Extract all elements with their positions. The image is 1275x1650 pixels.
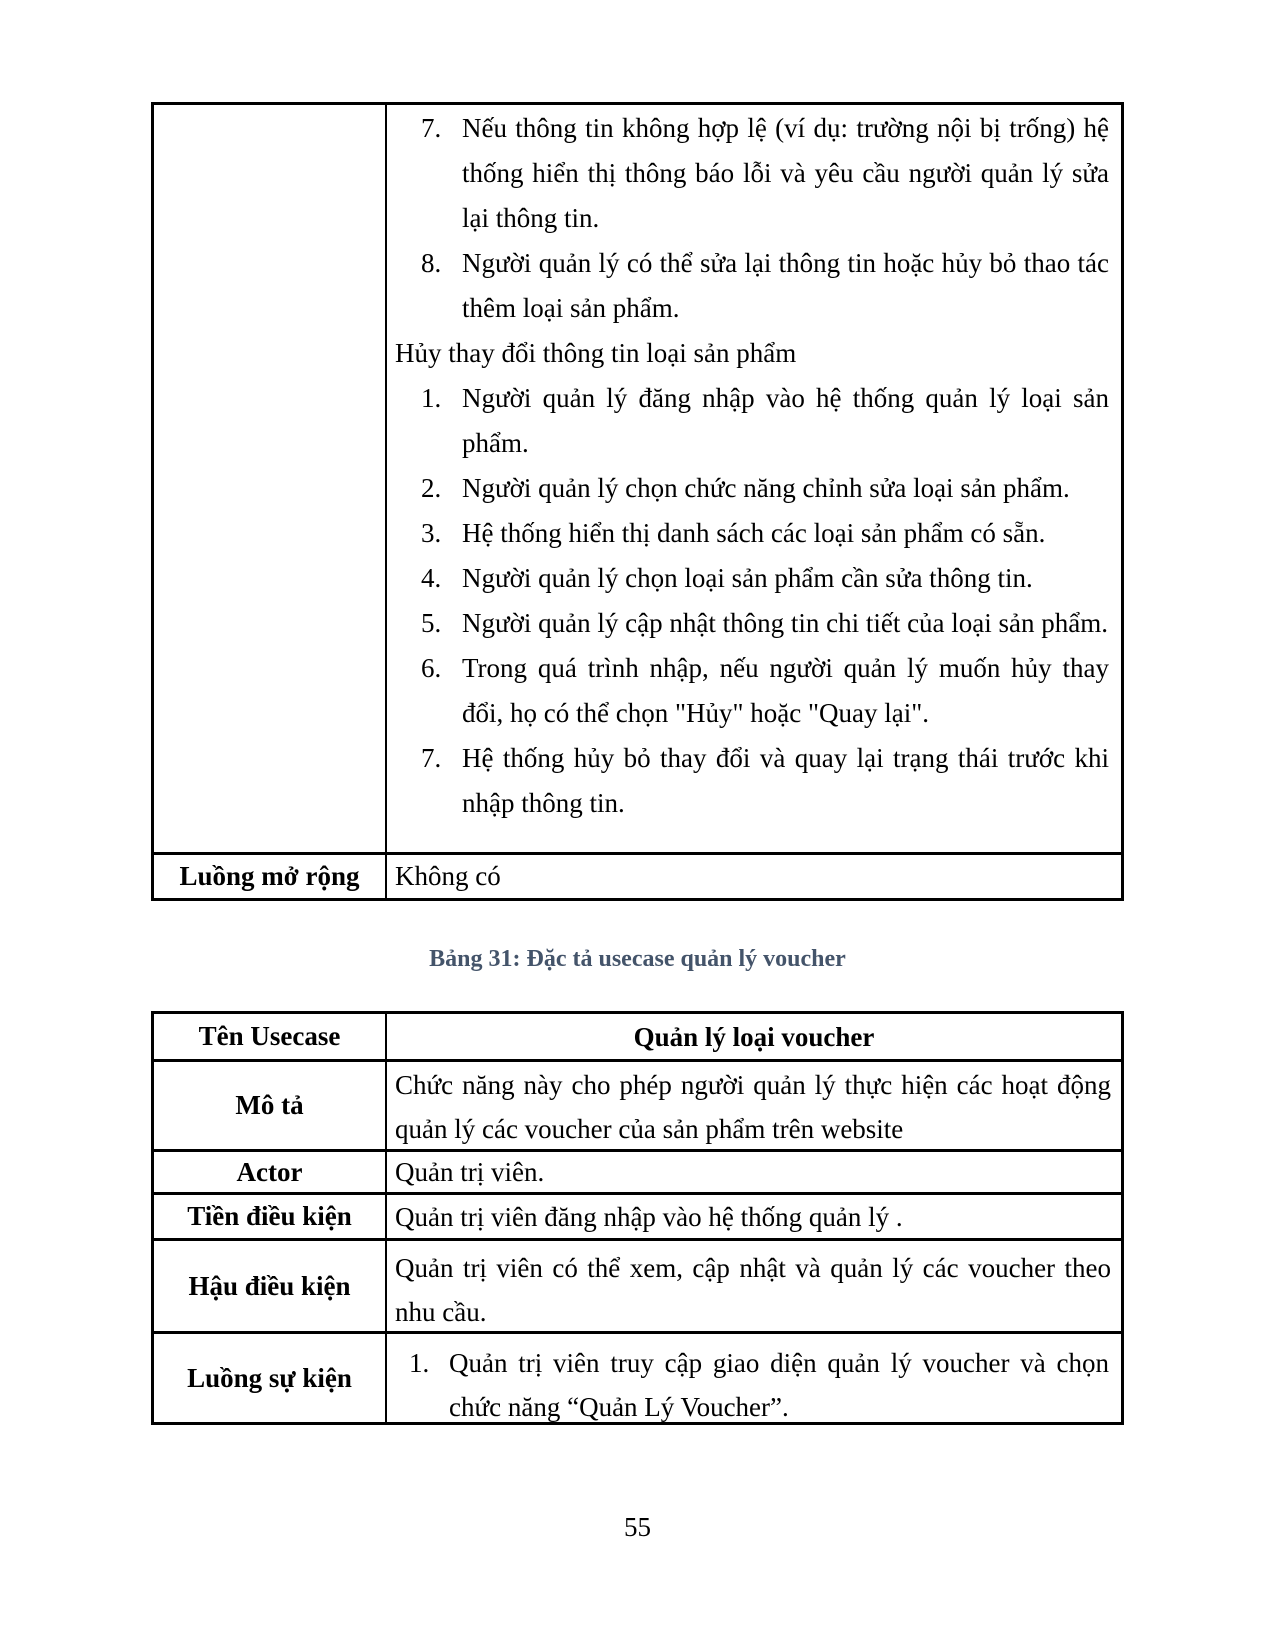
item-number: 7. — [421, 743, 442, 773]
table-row-description — [154, 1059, 1121, 1149]
item-text: Trong quá trình nhập, nếu người quản lý muốn hủy thay đổi, họ có thể chọn "Hủy" hoặc "Quay lại". — [462, 653, 1109, 728]
row-value: Quản lý loại voucher — [633, 1021, 875, 1052]
item-text: Người quản lý có thể sửa lại thông tin hoặc hủy bỏ thao tác thêm loại sản phẩm. — [462, 248, 1109, 323]
row-value: Quản trị viên có thể xem, cập nhật và quản lý các voucher theo nhu cầu. — [395, 1253, 1111, 1327]
page-number: 55 — [624, 1512, 651, 1542]
list-item — [387, 376, 1109, 466]
item-text: Người quản lý cập nhật thông tin chi tiết của loại sản phẩm. — [462, 608, 1109, 638]
table-row-event-flow — [154, 1331, 1121, 1422]
list-item — [387, 1341, 1109, 1429]
usecase-table-voucher — [151, 1011, 1124, 1425]
row-value: Không có — [395, 861, 501, 891]
item-number: 1. — [409, 1348, 430, 1378]
item-number: 5. — [421, 608, 442, 638]
list-item — [387, 241, 1109, 331]
item-text: Hệ thống hủy bỏ thay đổi và quay lại trạng thái trước khi nhập thông tin. — [462, 743, 1109, 818]
row-value: Quản trị viên đăng nhập vào hệ thống quản lý . — [395, 1201, 903, 1232]
row-value — [387, 1334, 1121, 1422]
item-number: 6. — [421, 653, 442, 683]
list-item — [387, 511, 1109, 556]
item-text: Hệ thống hiển thị danh sách các loại sản phẩm có sẵn. — [462, 518, 1046, 548]
row-label: Luồng mở rộng — [154, 855, 387, 898]
list-item — [387, 106, 1109, 241]
table-row-extension-flow — [154, 852, 1121, 898]
item-number: 2. — [421, 473, 442, 503]
table-row-actor — [154, 1149, 1121, 1192]
table-row-usecase-name — [154, 1014, 1121, 1059]
list-item — [387, 466, 1109, 511]
sub-flow-title: Hủy thay đổi thông tin loại sản phẩm — [395, 338, 797, 368]
list-item — [387, 646, 1109, 736]
row-label: Hậu điều kiện — [154, 1241, 387, 1331]
list-item — [387, 736, 1109, 826]
item-text: Người quản lý đăng nhập vào hệ thống quản lý loại sản phẩm. — [462, 383, 1109, 458]
item-number: 4. — [421, 563, 442, 593]
row-label-cell-empty — [154, 105, 387, 852]
row-label: Tên Usecase — [154, 1014, 387, 1059]
item-text: Người quản lý chọn loại sản phẩm cần sửa thông tin. — [462, 563, 1033, 593]
item-number: 8. — [421, 248, 442, 278]
row-label: Mô tả — [154, 1062, 387, 1149]
row-label: Tiền điều kiện — [154, 1195, 387, 1238]
item-number: 1. — [421, 383, 442, 413]
table-row-postcondition — [154, 1238, 1121, 1331]
usecase-table-continued — [151, 102, 1124, 901]
list-item — [387, 556, 1109, 601]
item-text: Nếu thông tin không hợp lệ (ví dụ: trường nội bị trống) hệ thống hiển thị thông báo lỗi và yêu cầu người quản lý sửa lại thông tin. — [462, 113, 1109, 233]
item-number: 3. — [421, 518, 442, 548]
row-value: Chức năng này cho phép người quản lý thực hiện các hoạt động quản lý các voucher của sản phẩm trên website — [395, 1070, 1111, 1144]
event-flow-cell — [387, 105, 1121, 852]
item-number: 7. — [421, 113, 442, 143]
item-text: Người quản lý chọn chức năng chỉnh sửa loại sản phẩm. — [462, 473, 1070, 503]
list-item — [387, 601, 1109, 646]
table-row-precondition — [154, 1192, 1121, 1238]
row-value: Quản trị viên. — [395, 1157, 545, 1187]
row-label: Luồng sự kiện — [154, 1334, 387, 1422]
table-caption: Bảng 31: Đặc tả usecase quản lý voucher — [429, 946, 846, 972]
item-text: Quản trị viên truy cập giao diện quản lý voucher và chọn chức năng “Quản Lý Voucher”. — [449, 1348, 1109, 1422]
table-row — [154, 105, 1121, 852]
row-label: Actor — [154, 1152, 387, 1192]
